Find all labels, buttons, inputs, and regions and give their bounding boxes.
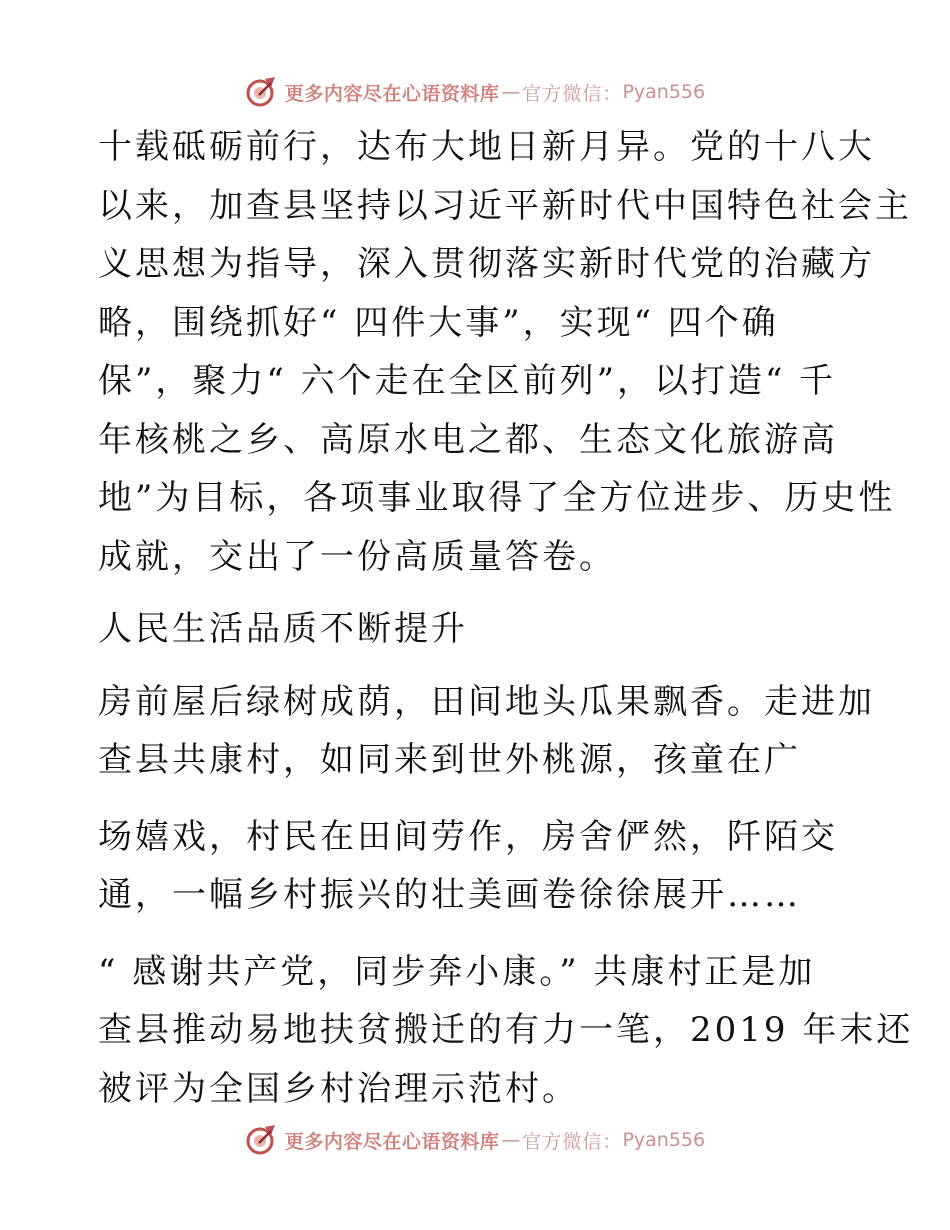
text-line: 保”，聚力“ 六个走在全区前列”，以打造“ 千: [98, 361, 837, 401]
paragraph-intro: [98, 118, 912, 586]
watermark-main-text: 更多内容尽在心语资料库: [284, 82, 500, 105]
section-heading: [98, 600, 858, 659]
watermark-sub-text: 官方微信：: [522, 1130, 623, 1153]
text-line: 年核桃之乡、高原水电之都、生态文化旅游高: [98, 419, 838, 460]
text-line: 人民生活品质不断提升: [98, 609, 468, 649]
watermark-wechat-id: Pyan556: [622, 81, 706, 103]
text-line: 查县推动易地扶贫搬迁的有力一笔，2019 年末还: [98, 1010, 914, 1050]
paragraph-quote: [98, 943, 914, 1119]
watermark-dash: —: [501, 81, 521, 103]
heart-pen-logo-icon: [245, 1123, 279, 1157]
text-line: 成就，交出了一份高质量答卷。: [98, 536, 616, 577]
text-line: 略，围绕抓好“ 四件大事”，实现“ 四个确: [98, 302, 779, 343]
paragraph-village: [98, 673, 875, 790]
text-line: 十载砥砺前行，达布大地日新月异。党的十八大: [98, 127, 875, 167]
text-line: 被评为全国乡村治理示范村。: [98, 1068, 579, 1109]
text-line: 场嬉戏，村民在田间劳作，房舍俨然，阡陌交: [98, 816, 838, 857]
heart-pen-logo-icon: [245, 75, 279, 109]
watermark-sub-text: 官方微信：: [522, 82, 623, 105]
watermark-footer: [0, 1120, 950, 1160]
text-line: “ 感谢共产党，同步奔小康。” 共康村正是加: [98, 951, 816, 992]
watermark-header: [0, 72, 950, 112]
watermark-dash: —: [501, 1129, 521, 1151]
text-line: 义思想为指导，深入贯彻落实新时代党的治藏方: [98, 244, 875, 284]
paragraph-scene: [98, 808, 858, 925]
watermark-main-text: 更多内容尽在心语资料库: [284, 1130, 500, 1153]
text-line: 查县共康村，如同来到世外桃源，孩童在广: [98, 740, 801, 780]
watermark-wechat-id: Pyan556: [622, 1129, 706, 1151]
text-line: 房前屋后绿树成荫，田间地头瓜果飘香。走进加: [98, 681, 875, 722]
text-line: 通，一幅乡村振兴的壮美画卷徐徐展开……: [98, 875, 801, 915]
text-line: 以来，加查县坚持以习近平新时代中国特色社会主: [98, 185, 912, 226]
document-body: [98, 118, 914, 1118]
text-line: 地”为目标，各项事业取得了全方位进步、历史性: [98, 478, 896, 518]
